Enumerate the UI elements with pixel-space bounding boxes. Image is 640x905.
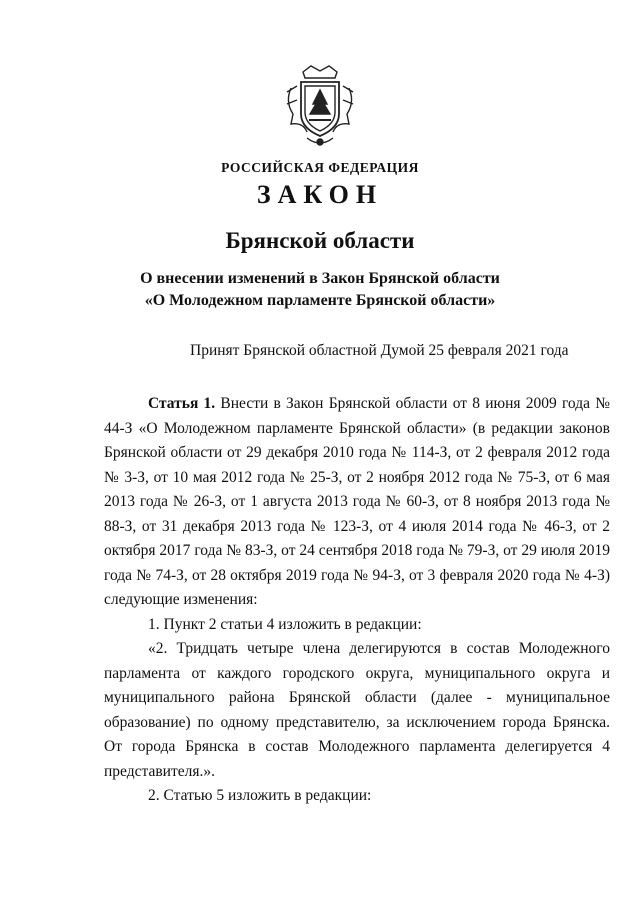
law-subtitle — [0, 268, 640, 312]
quoted-amendment-paragraph: «2. Тридцать четыре члена делегируются в состав Молодежного парламента от каждого городского округа, муниципального округа и муниципального района Брянской области (далее - муниципальное образование) по одному представителю, за исключением города Брянска. От города Брянска в состав Молодежного парламента делегируется 4 представителя.». — [104, 640, 610, 780]
subtitle-line-1: О внесении изменений в Закон Брянской области — [140, 270, 500, 287]
region-title: Брянской области — [225, 228, 415, 253]
item-2-paragraph: 2. Статью 5 изложить в редакции: — [148, 787, 372, 804]
article-1-heading: Статья 1. — [148, 395, 216, 412]
country-label: РОССИЙСКАЯ ФЕДЕРАЦИЯ — [221, 160, 419, 175]
article-1-text: Внести в Закон Брянской области от 8 июня 2009 года № 44-З «О Молодежном парламенте Брянской области» (в редакции законов Брянской области от 29 декабря 2010 года № 114-З, от 2 февраля 2012 года № 3-З, от 10 мая 2012 года № 25-З, от 2 ноября 2012 года № 75-З, от 6 мая 2013 года № 26-З, от 1 августа 2013 года № 60-З, от 8 ноября 2013 года № 88-З, от 31 декабря 2013 года № 123-З, от 4 июля 2014 года № 46-З, от 2 октября 2017 года № 83-З, от 24 сентября 2018 года № 79-З, от 29 июля 2019 года № 74-З, от 28 октября 2019 года № 94-З, от 3 февраля 2020 года № 4-З) следующие изменения: — [104, 395, 611, 608]
law-body — [104, 392, 610, 809]
subtitle-line-2: «О Молодежном парламенте Брянской области» — [144, 292, 496, 309]
document-type-title: ЗАКОН — [256, 180, 384, 209]
adoption-note: Принят Брянской областной Думой 25 февраля 2021 года — [190, 342, 569, 359]
item-1-paragraph: 1. Пункт 2 статьи 4 изложить в редакции: — [148, 615, 422, 633]
coat-of-arms-emblem — [283, 62, 357, 150]
article-1-paragraph — [104, 392, 610, 613]
